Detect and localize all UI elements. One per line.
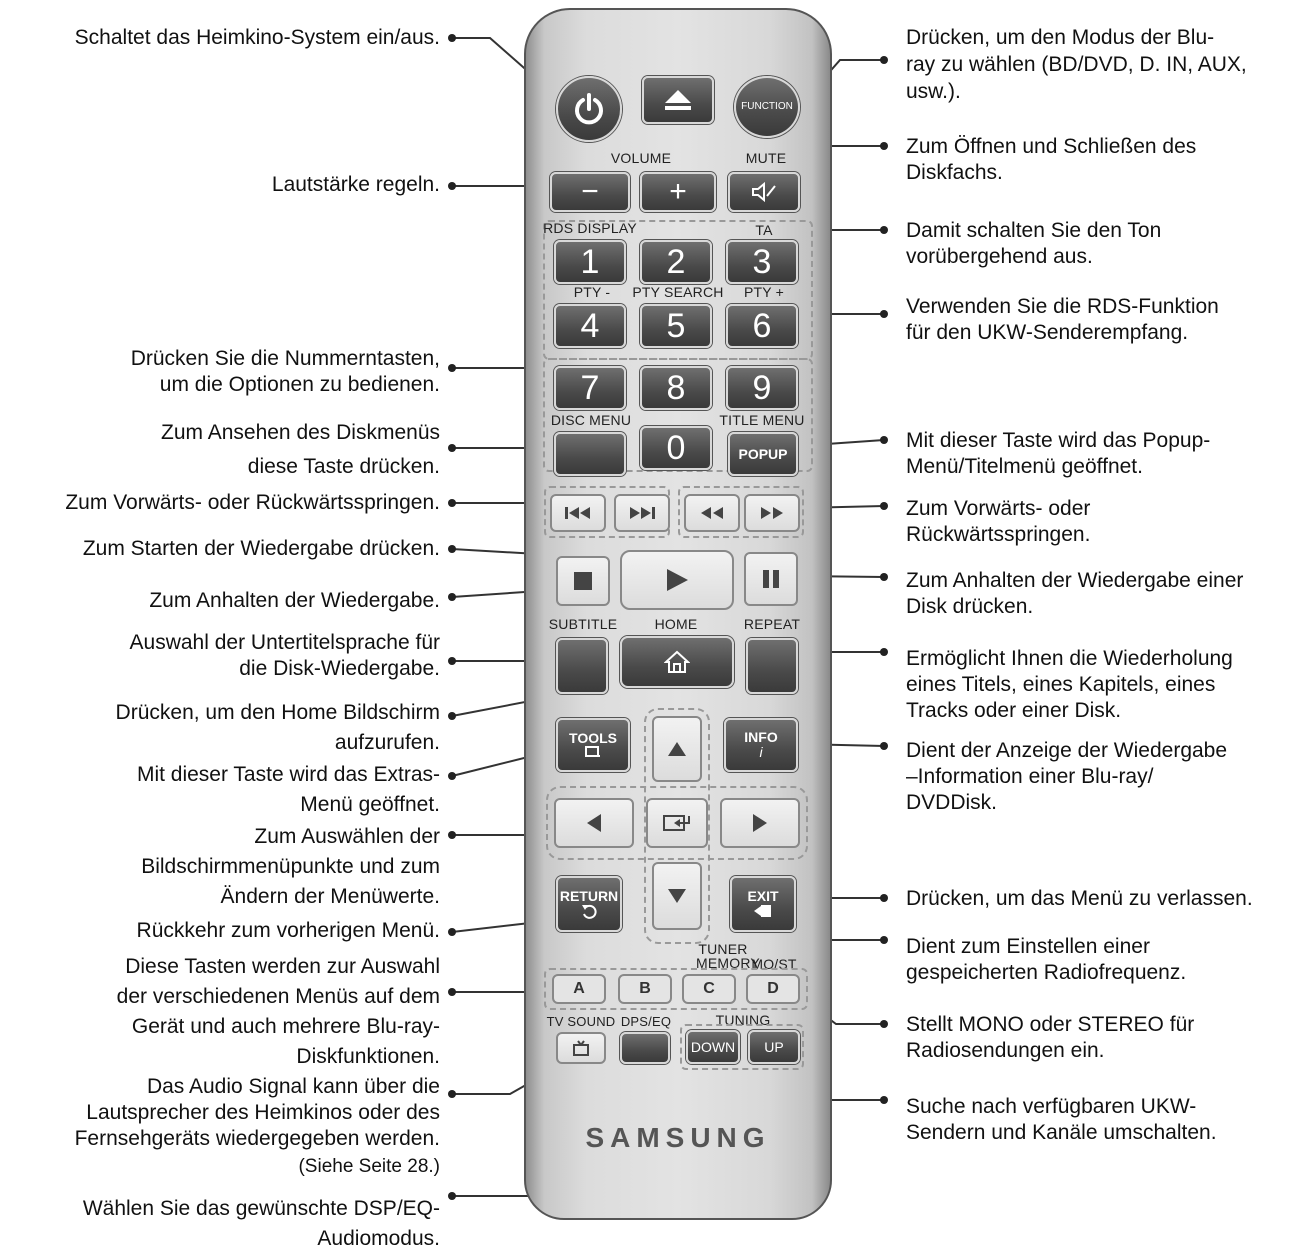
digit-8-button[interactable] [640,366,712,410]
function-button[interactable] [734,76,800,138]
callout-mo-st [906,1012,1194,1064]
up-arrow-button[interactable] [652,716,702,782]
power-button[interactable] [556,76,622,142]
exit-icon [753,903,773,919]
callout-rds [906,294,1219,346]
pause-icon [761,569,781,589]
title-menu-label: TITLE MENU [719,412,805,428]
callout-home [116,698,440,758]
enter-icon [662,812,692,834]
callout-line: Lautsprecher des Heimkinos oder des [86,1101,440,1124]
a-label: A [573,980,585,997]
digit-7-button[interactable] [554,366,626,410]
callout-line: Sendern und Kanäle umschalten. [906,1121,1217,1144]
connector-dot [880,310,888,318]
connector-dot [448,1090,456,1098]
digit-4-button[interactable] [554,304,626,348]
up-label: UP [764,1038,784,1055]
a-button[interactable] [552,974,606,1004]
volume-up-button[interactable] [640,172,716,212]
callout-line: Diskfachs. [906,161,1003,184]
callout-line: die Disk-Wiedergabe. [239,657,440,680]
memory-label-line: MEMORY [696,955,760,971]
callout-line: Zum Vorwärts- oder Rückwärtsspringen. [65,491,440,514]
eject-icon [663,88,693,112]
callout-line: Rückwärtsspringen. [906,523,1091,546]
arrow-up-icon [666,740,688,758]
digit-1-button[interactable] [554,240,626,284]
connector-dot [880,894,888,902]
digit-9-label: 9 [752,369,772,407]
callout-line: Drücken Sie die Nummerntasten, [130,347,440,370]
tuning-down-button[interactable] [686,1030,740,1064]
mo-st-label: MO/ST [751,956,797,972]
callout-line: Schaltet das Heimkino-System ein/aus. [74,26,440,49]
enter-button[interactable] [646,798,708,848]
dsp-eq-button[interactable] [620,1032,670,1064]
callout-line: Bildschirmmenüpunkte und zum [141,855,440,878]
callout-dsp-eq [83,1194,440,1254]
home-icon [664,650,690,674]
callout-repeat [906,646,1233,724]
connector-dot [448,545,456,553]
tools-button[interactable] [556,718,630,772]
callout-navigation [141,822,440,912]
callout-line: Disk drücken. [906,595,1034,618]
left-arrow-button[interactable] [554,798,634,848]
callout-power [75,25,440,51]
callout-line: Rückkehr zum vorherigen Menü. [136,919,440,942]
popup-button[interactable] [728,432,798,476]
digit-2-label: 2 [666,243,686,281]
connector-dot [880,573,888,581]
callout-line: –Information einer Blu-ray/ [906,765,1154,788]
digit-5-button[interactable] [640,304,712,348]
callout-line: für den UKW-Senderempfang. [906,321,1189,344]
ta-label: TA [755,222,773,238]
home-button[interactable] [620,636,734,688]
callout-line: Mit dieser Taste wird das Popup- [906,429,1211,452]
callout-skip-left [65,490,440,516]
rds-display-label: RDS DISPLAY [543,220,637,236]
callout-line: Auswahl der Untertitelsprache für [129,631,440,654]
digit-4-label: 4 [580,307,600,345]
connector-dot [448,182,456,190]
callout-line: Zum Ansehen des Diskmenüs [161,421,440,444]
callout-line: Zum Anhalten der Wiedergabe. [149,589,440,612]
subtitle-button[interactable] [556,638,608,694]
samsung-logo: SAMSUNG [585,1122,771,1153]
skip-back-button[interactable] [550,494,606,532]
connector-dot [880,1020,888,1028]
callout-line: Audiomodus. [317,1227,440,1250]
callout-return [137,918,440,944]
digit-6-label: 6 [752,307,772,345]
mute-label: MUTE [745,150,787,166]
callout-line: Drücken, um das Menü zu verlassen. [906,887,1253,910]
callout-line: Drücken, um den Home Bildschirm [115,701,440,724]
connector-dot [448,988,456,996]
pty-minus-label: PTY - [573,284,611,300]
callout-line: um die Optionen zu bedienen. [159,373,440,396]
callout-line: Tracks oder einer Disk. [906,699,1122,722]
eject-button[interactable] [642,76,714,124]
callout-line: Damit schalten Sie den Ton [906,219,1162,242]
connector-dot [880,502,888,510]
arrow-down-icon [666,887,688,905]
c-button[interactable] [682,974,736,1004]
callout-line: gespeicherten Radiofrequenz. [906,961,1187,984]
fast-forward-icon [759,506,785,520]
callout-line: Menü geöffnet. [300,793,440,816]
connector-dot [448,593,456,601]
d-button[interactable] [746,974,800,1004]
digit-6-button[interactable] [726,304,798,348]
callout-mute [906,218,1161,270]
callout-line: Mit dieser Taste wird das Extras- [136,763,440,786]
rewind-button[interactable] [684,494,740,532]
callout-line: Dient zum Einstellen einer [906,935,1150,958]
digit-0-button[interactable] [640,426,712,470]
tv-sound-label: TV SOUND [546,1014,616,1029]
volume-label: VOLUME [610,150,672,166]
callout-popup [906,428,1210,480]
pty-plus-label: PTY + [743,284,785,300]
connector-dot [448,364,456,372]
return-button[interactable] [556,876,622,932]
callout-line: Verwenden Sie die RDS-Funktion [906,295,1219,318]
exit-button[interactable] [730,876,796,932]
digit-1-label: 1 [580,243,600,281]
digit-3-label: 3 [752,243,772,281]
stop-icon [573,571,593,591]
callout-line: Zum Vorwärts- oder [906,497,1091,520]
callout-line: usw.). [906,80,961,103]
callout-line: DVDDisk. [906,791,998,814]
connector-dot [448,34,456,42]
mute-icon [751,181,777,203]
callout-line: Gerät und auch mehrere Blu-ray- [131,1015,440,1038]
digit-0-label: 0 [666,429,686,467]
dsp-eq-label: DPS/EQ [620,1014,672,1029]
callout-eject [906,134,1196,186]
b-button[interactable] [618,974,672,1004]
callout-tools [137,760,440,820]
subtitle-label: SUBTITLE [548,616,618,632]
callout-line: Dient der Anzeige der Wiedergabe [906,739,1228,762]
callout-line: vorübergehend aus. [906,245,1093,268]
callout-tuner-memory [906,934,1186,986]
popup-label: POPUP [738,445,788,462]
pty-search-label: PTY SEARCH [632,284,724,300]
repeat-label: REPEAT [743,616,801,632]
callout-line: diese Taste drücken. [247,455,440,478]
connector-dot [448,772,456,780]
exit-label: EXIT [747,887,779,904]
callout-line: Drücken, um den Modus der Blu- [906,26,1215,49]
volume-down-label: − [581,175,599,208]
callout-line: Zum Anhalten der Wiedergabe einer [906,569,1244,592]
info-label: INFO [744,729,778,746]
callout-line: Zum Öffnen und Schließen des [906,135,1197,158]
digit-3-button[interactable] [726,240,798,284]
callout-line: Fernsehgeräts wiedergegeben werden. [74,1127,440,1150]
arrow-left-icon [585,812,603,834]
callout-function [906,24,1247,105]
b-label: B [639,980,651,997]
connector-dot [880,1096,888,1104]
callout-subtitle [130,630,440,682]
callout-line: Stellt MONO oder STEREO für [906,1013,1195,1036]
d-label: D [767,980,779,997]
skip-back-icon [563,506,593,520]
callout-line: Diese Tasten werden zur Auswahl [125,955,440,978]
down-arrow-button[interactable] [652,862,702,930]
connector-dot [880,226,888,234]
tuner-label-line: TUNER [698,941,748,957]
callout-line: Radiosendungen ein. [906,1039,1105,1062]
connector-dot [448,928,456,936]
connector-dot [880,648,888,656]
connector-dot [880,142,888,150]
disc-menu-button[interactable] [554,432,626,476]
callout-line: (Siehe Seite 28.) [298,1156,440,1177]
tools-icon [584,745,602,759]
callout-line: aufzurufen. [334,731,440,754]
callout-line: Diskfunktionen. [296,1045,440,1068]
connector-dot [880,742,888,750]
info-icon: i [759,744,763,760]
callout-line: Suche nach verfügbaren UKW- [906,1095,1197,1118]
mute-button[interactable] [728,172,800,212]
tuning-label: TUNING [715,1012,771,1028]
play-icon [664,567,690,593]
rewind-icon [699,506,725,520]
digit-2-button[interactable] [640,240,712,284]
down-label: DOWN [690,1038,736,1055]
callout-tuning [906,1094,1217,1146]
tv-sound-button[interactable] [556,1032,606,1064]
info-button[interactable] [724,718,798,772]
volume-down-button[interactable] [550,172,630,212]
connector-dot [448,657,456,665]
digit-5-label: 5 [666,307,686,345]
callout-skip-right [906,496,1090,548]
tv-icon [572,1040,590,1056]
connector-dot [448,499,456,507]
callout-line: Wählen Sie das gewünschte DSP/EQ- [82,1197,440,1220]
skip-forward-icon [627,506,657,520]
digit-8-label: 8 [666,369,686,407]
return-label: RETURN [559,887,619,904]
digit-7-label: 7 [580,369,600,407]
right-arrow-button[interactable] [720,798,800,848]
stop-button[interactable] [556,556,610,606]
callout-line: Ermöglicht Ihnen die Wiederholung [906,647,1233,670]
callout-color-keys [117,952,440,1072]
skip-forward-button[interactable] [614,494,670,532]
callout-line: Ändern der Menüwerte. [220,885,440,908]
callout-play [83,536,440,562]
connector-dot [448,712,456,720]
connector-dot [880,56,888,64]
return-icon [581,903,597,919]
callout-line: eines Titels, eines Kapitels, eines [906,673,1216,696]
callout-line: Lautstärke regeln. [271,173,440,196]
digit-9-button[interactable] [726,366,798,410]
callout-line: ray zu wählen (BD/DVD, D. IN, AUX, [906,53,1247,76]
tuner-memory-label [696,941,760,971]
fast-forward-button[interactable] [744,494,800,532]
callout-line: Menü/Titelmenü geöffnet. [906,455,1143,478]
function-label: FUNCTION [741,100,793,112]
pause-button[interactable] [744,552,798,606]
callout-volume [272,172,440,198]
connector-dot [880,936,888,944]
c-label: C [703,980,715,997]
power-icon [572,92,606,126]
connector-dot [880,436,888,444]
callout-line: Das Audio Signal kann über die [146,1075,440,1098]
callout-line: Zum Starten der Wiedergabe drücken. [82,537,440,560]
callout-number-keys [131,346,440,398]
callout-info [906,738,1227,816]
connector-dot [448,831,456,839]
callout-disc-menu [161,416,440,484]
arrow-right-icon [751,812,769,834]
volume-up-label: + [669,175,687,208]
callout-line: der verschiedenen Menüs auf dem [116,985,440,1008]
callout-line: Zum Auswählen der [254,825,440,848]
callout-tv-sound [75,1074,440,1182]
connector-dot [448,1192,456,1200]
callout-pause [906,568,1243,620]
connector-dot [448,444,456,452]
disc-menu-label: DISC MENU [550,412,632,428]
repeat-button[interactable] [746,638,798,694]
play-button[interactable] [620,550,734,610]
tools-label: TOOLS [569,729,617,746]
home-label: HOME [654,616,698,632]
callout-stop [149,588,440,614]
callout-exit [906,886,1253,912]
tuning-up-button[interactable] [748,1030,800,1064]
